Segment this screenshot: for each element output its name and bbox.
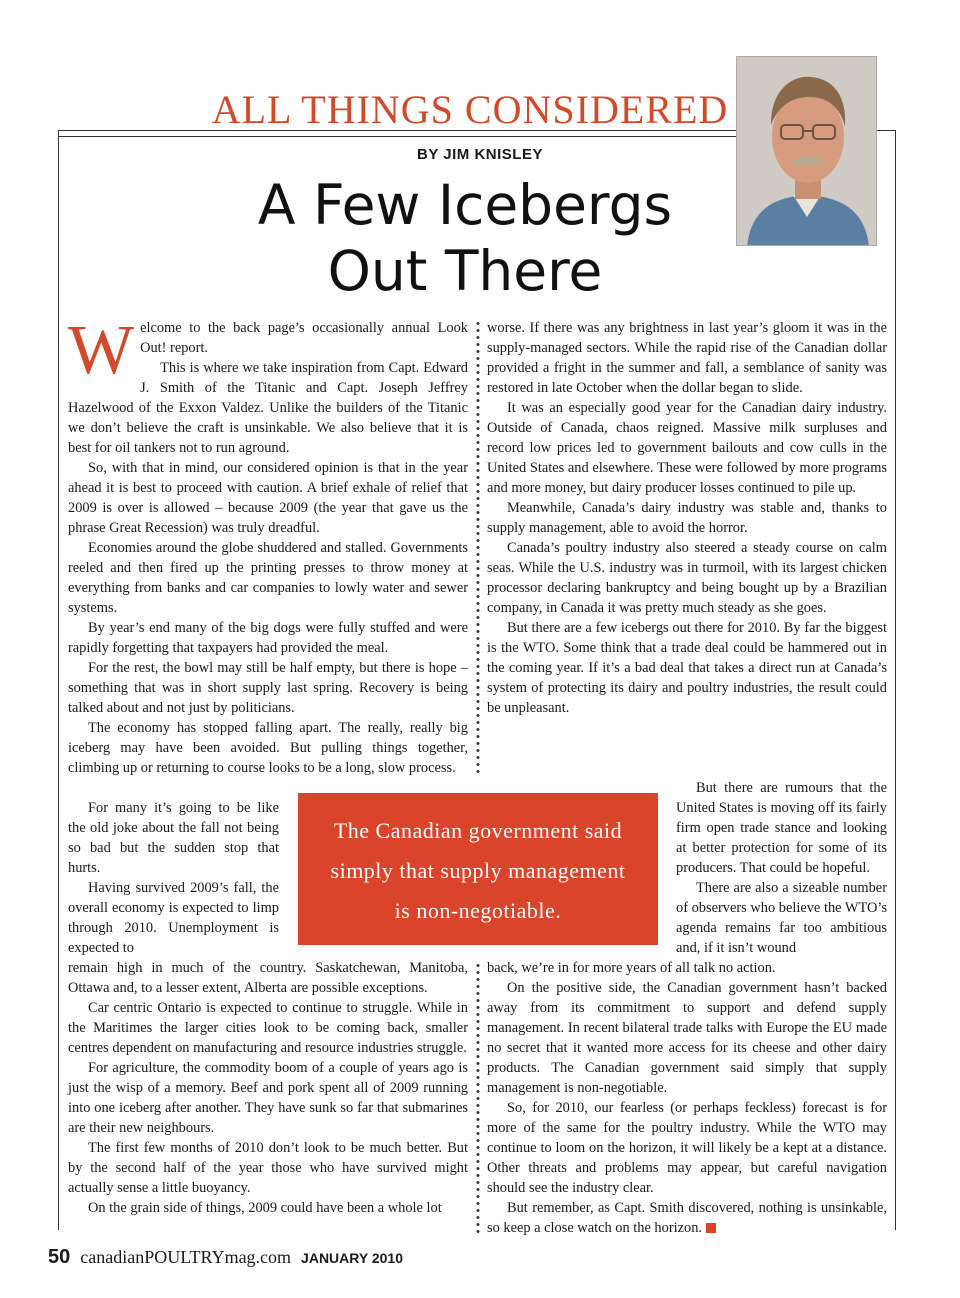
- section-title: ALL THINGS CONSIDERED: [211, 87, 729, 132]
- paragraph: But there are a few icebergs out there for 2010. By far the biggest is the WTO. Some think that a trade deal could be hammered out in the coming year. If it’s a bad deal that takes a direct run at Canada’s system of protecting its dairy and poultry industries, the result could be unpleasant.: [487, 620, 887, 716]
- pull-quote-line: is non-negotiable.: [394, 898, 562, 923]
- paragraph: By year’s end many of the big dogs were fully stuffed and were rapidly forgetting that taxpayers had provided the meal.: [68, 620, 468, 656]
- column-left-mid: [68, 798, 279, 958]
- paragraph: On the positive side, the Canadian government hasn’t backed away from its commitment to support and defend supply management. In recent bilateral trade talks with Europe the EU made no secret that it wanted more access for its cheese and other dairy products. The Canadian government said simply that supply management is non-negotiable.: [487, 980, 887, 1096]
- website[interactable]: canadianPOULTRYmag.com: [80, 1247, 292, 1267]
- paragraph: elcome to the back page’s occasionally annual Look Out! report.: [140, 320, 468, 356]
- column-left-top: [68, 312, 468, 778]
- paragraph: This is where we take inspiration from Capt. Edward J. Smith of the Titanic and Capt. Joseph Jeffrey Hazelwood of the Exxon Valdez. Unlike the builders of the Titanic we don’t believe the craft is unsinkable. We also believe that it is best for oil tankers not to run aground.: [68, 360, 468, 456]
- column-divider: [476, 962, 480, 1234]
- paragraph: [487, 1198, 887, 1238]
- byline: BY JIM KNISLEY: [417, 146, 543, 163]
- page-footer: [48, 1246, 403, 1270]
- paragraph: back, we’re in for more years of all talk no action.: [487, 960, 776, 976]
- end-mark-icon: [706, 1223, 716, 1233]
- paragraph: Meanwhile, Canada’s dairy industry was stable and, thanks to supply management, able to avoid the horror.: [487, 500, 887, 536]
- drop-cap: W: [68, 312, 135, 389]
- paragraph: On the grain side of things, 2009 could have been a whole lot: [88, 1200, 442, 1216]
- pull-quote: [298, 793, 658, 945]
- paragraph: The first few months of 2010 don’t look to be much better. But by the second half of the year those who have survived might actually sense a little buoyancy.: [68, 1140, 468, 1196]
- header-rule: [58, 136, 738, 137]
- paragraph: But there are rumours that the United States is moving off its fairly firm open trade stance and looking at better protection for some of its producers. That could be hopeful.: [676, 780, 887, 876]
- paragraph: Having survived 2009’s fall, the overall economy is expected to limp through 2010. Unemployment is expected to: [68, 880, 279, 956]
- headline: [230, 172, 700, 304]
- column-right-mid: [676, 778, 887, 958]
- column-right-bottom: [487, 958, 887, 1238]
- pull-quote-line: simply that supply management: [330, 858, 626, 883]
- headline-line-2: Out There: [327, 239, 603, 303]
- paragraph: There are also a sizeable number of observers who believe the WTO’s agenda remains far too ambitious and, if it isn’t wound: [676, 880, 887, 956]
- author-photo: [736, 56, 877, 246]
- paragraph: worse. If there was any brightness in last year’s gloom it was in the supply-managed sectors. While the rapid rise of the Canadian dollar provided a fright in the summer and fall, a semblance of sanity was restored in late October when the dollar began to slide.: [487, 320, 887, 396]
- paragraph: So, with that in mind, our considered opinion is that in the year ahead it is best to proceed with caution. A brief exhale of relief that 2009 is over is allowed – because 2009 (the year that gave us the phrase Great Recession) was truly dreadful.: [68, 460, 468, 536]
- headline-line-1: A Few Icebergs: [257, 173, 673, 237]
- closing-text: But remember, as Capt. Smith discovered, nothing is unsinkable, so keep a close watch on the horizon.: [487, 1200, 887, 1236]
- column-left-bottom: [68, 958, 468, 1218]
- paragraph: Economies around the globe shuddered and stalled. Governments reeled and then fired up the printing presses to throw money at everything from banks and car companies to lowly water and sewer systems.: [68, 540, 468, 616]
- paragraph: For many it’s going to be like the old joke about the fall not being so bad but the sudden stop that hurts.: [68, 800, 279, 876]
- paragraph: For the rest, the bowl may still be half empty, but there is hope – something that was in short supply last spring. Recovery is being talked about and not just by politicians.: [68, 660, 468, 716]
- issue-date: JANUARY 2010: [301, 1250, 403, 1266]
- paragraph: For agriculture, the commodity boom of a couple of years ago is just the wisp of a memory. Beef and pork spent all of 2009 running into one iceberg after another. They have sunk so far that submarines are their new neighbours.: [68, 1060, 468, 1136]
- paragraph: remain high in much of the country. Saskatchewan, Manitoba, Ottawa and, to a lesser extent, Alberta are possible exceptions.: [68, 960, 468, 996]
- paragraph: Canada’s poultry industry also steered a steady course on calm seas. While the U.S. industry was in turmoil, with its largest chicken processor declaring bankruptcy and being bought up by a Brazilian company, in Canada it was pretty much steady as she goes.: [487, 540, 887, 616]
- paragraph: Car centric Ontario is expected to continue to struggle. While in the Maritimes the larger cities look to be coming back, smaller centres dependent on manufacturing and resource industries struggle.: [68, 1000, 468, 1056]
- paragraph: The economy has stopped falling apart. The really, really big iceberg may have been avoided. But pulling things together, climbing up or returning to course looks to be a long, slow process.: [68, 720, 468, 776]
- page-number: 50: [48, 1246, 71, 1268]
- paragraph: It was an especially good year for the Canadian dairy industry. Outside of Canada, chaos reigned. Massive milk surpluses and record low prices led to government bailouts and cow culls in the United States and elsewhere. These were followed by more programs and more money, but dairy producer losses continued to pile up.: [487, 400, 887, 496]
- paragraph: So, for 2010, our fearless (or perhaps feckless) forecast is for more of the same for the poultry industry. While the WTO may continue to loom on the horizon, it will likely be a kept at a distance. Other threats and problems may appear, but careful navigation should see the industry clear.: [487, 1100, 887, 1196]
- column-right-top: [487, 318, 887, 718]
- pull-quote-line: The Canadian government said: [333, 818, 623, 843]
- column-divider: [476, 320, 480, 775]
